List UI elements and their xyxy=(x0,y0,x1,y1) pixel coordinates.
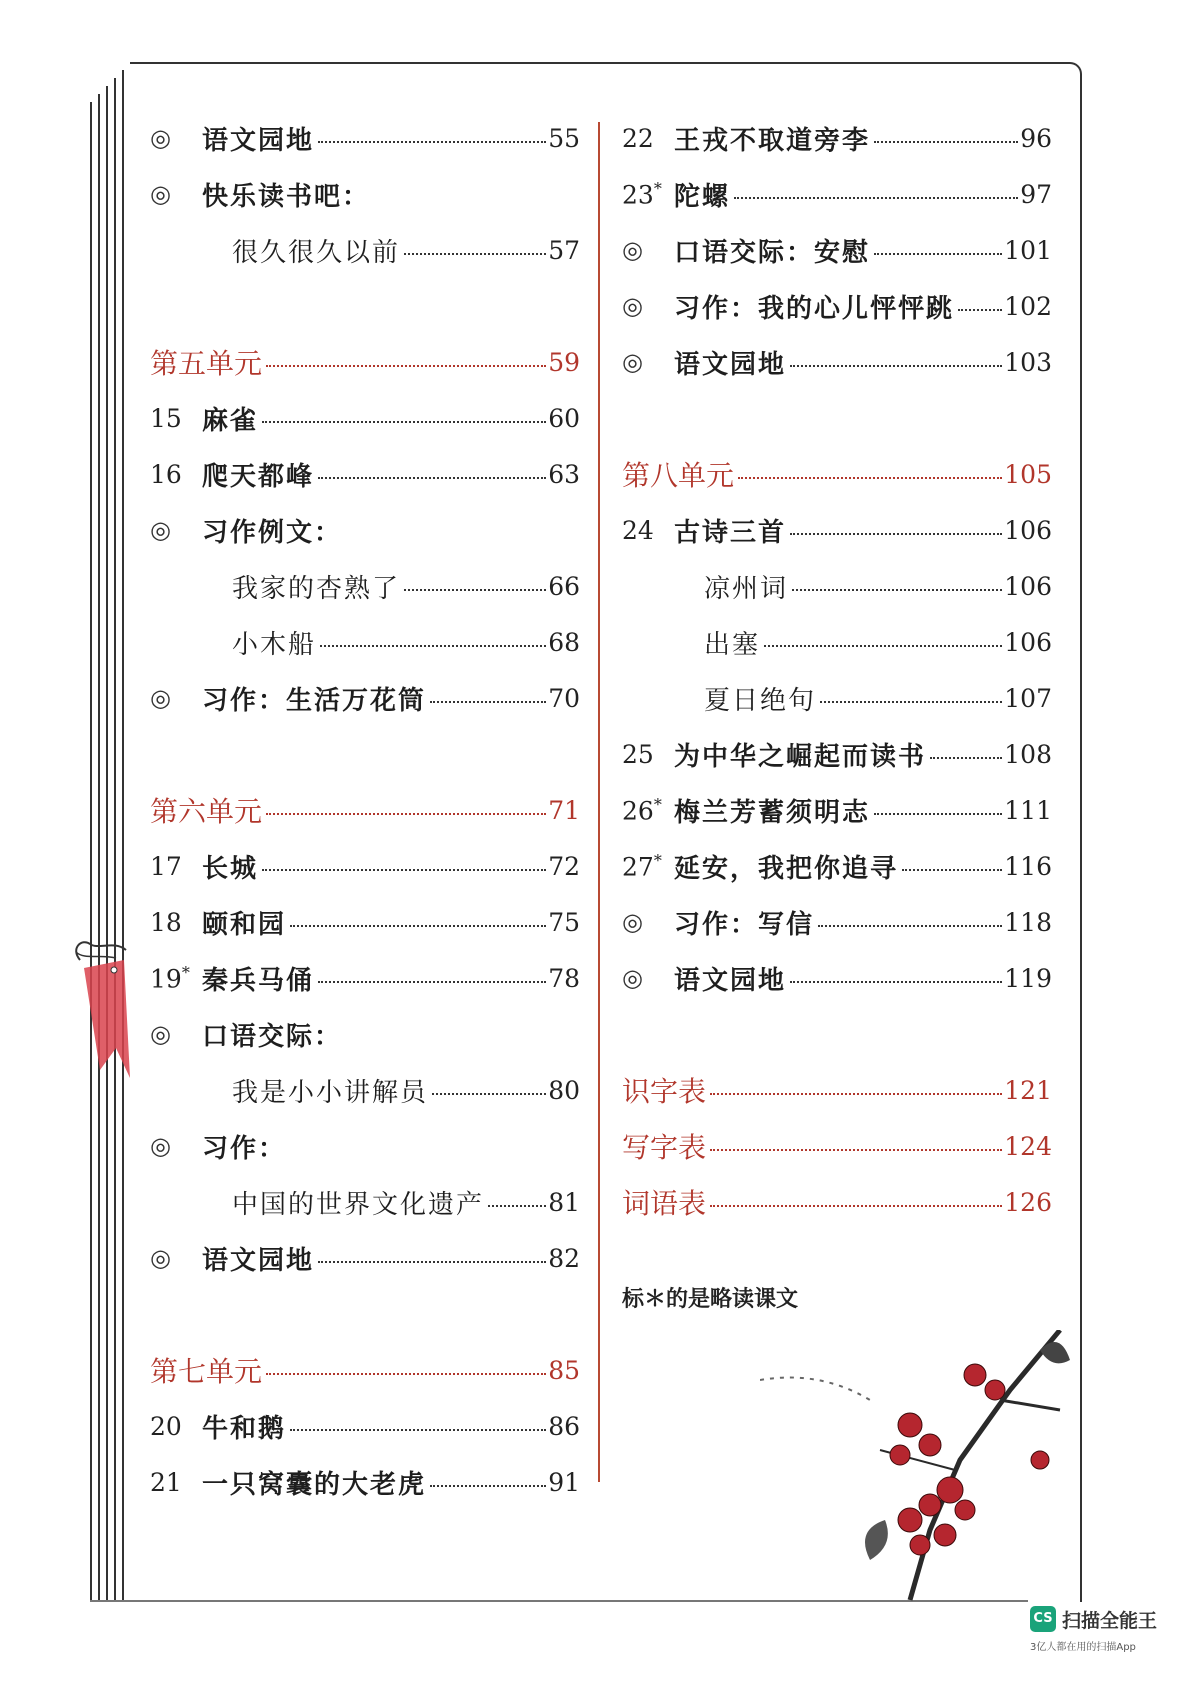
dot-leader xyxy=(266,813,546,815)
dot-leader xyxy=(432,1093,546,1095)
page-number: 111 xyxy=(1004,795,1052,825)
toc-entry xyxy=(622,782,1052,838)
toc-entry xyxy=(622,110,1052,166)
dot-leader xyxy=(320,645,546,647)
dot-leader xyxy=(874,253,1002,255)
entry-title: 中国的世界文化遗产 xyxy=(232,1189,485,1220)
toc-unit-heading xyxy=(622,1174,1052,1230)
toc-entry xyxy=(150,1062,580,1118)
dot-leader xyxy=(318,477,546,479)
toc-unit-heading xyxy=(622,1062,1052,1118)
page-number: 78 xyxy=(548,963,580,993)
dot-leader xyxy=(818,925,1002,927)
entry-title: 很久很久以前 xyxy=(232,237,401,268)
lesson-number: 18 xyxy=(150,907,182,937)
page-number: 85 xyxy=(548,1355,580,1385)
page-number: 101 xyxy=(1004,235,1052,265)
dot-leader xyxy=(266,1373,546,1375)
dot-leader xyxy=(874,813,1002,815)
page-number: 106 xyxy=(1004,571,1052,601)
toc-entry xyxy=(622,558,1052,614)
lesson-number: 17 xyxy=(150,851,182,881)
entry-title: 凉州词 xyxy=(704,573,789,604)
watermark-tagline: 3亿人都在用的扫描App xyxy=(1030,1642,1136,1653)
dot-leader xyxy=(790,533,1002,535)
dot-leader xyxy=(710,1205,1002,1207)
page-number: 68 xyxy=(548,627,580,657)
entry-title: 我家的杏熟了 xyxy=(232,573,401,604)
spine-line xyxy=(98,94,100,1602)
toc-entry xyxy=(622,894,1052,950)
toc-entry xyxy=(622,726,1052,782)
toc-entry xyxy=(150,390,580,446)
page-number: 116 xyxy=(1004,851,1052,881)
watermark-name: 扫描全能王 xyxy=(1062,1610,1158,1632)
double-circle-icon: ◎ xyxy=(622,292,643,320)
dot-leader xyxy=(262,421,546,423)
toc-entry xyxy=(150,110,580,166)
lesson-number: 24 xyxy=(622,515,654,545)
entry-title: 语文园地 xyxy=(202,1245,315,1276)
page-number: 103 xyxy=(1004,347,1052,377)
entry-title: 小木船 xyxy=(232,629,317,660)
double-circle-icon: ◎ xyxy=(622,964,643,992)
lesson-number: 26* xyxy=(622,794,662,826)
entry-title: 牛和鹅 xyxy=(202,1413,287,1444)
toc-entry xyxy=(622,166,1052,222)
column-divider xyxy=(598,122,600,1482)
page-number: 81 xyxy=(548,1187,580,1217)
lesson-number: 16 xyxy=(150,459,182,489)
toc-entry xyxy=(150,446,580,502)
bookmark-ribbon-icon xyxy=(70,930,140,1080)
dot-leader xyxy=(930,757,1002,759)
dot-leader xyxy=(790,365,1002,367)
double-circle-icon: ◎ xyxy=(150,1132,171,1160)
dot-leader xyxy=(902,869,1002,871)
dot-leader xyxy=(710,1149,1002,1151)
entry-title: 王戎不取道旁李 xyxy=(674,125,871,156)
lesson-number: 20 xyxy=(150,1411,182,1441)
toc-left-column xyxy=(150,110,580,1510)
entry-title: 习作：我的心儿怦怦跳 xyxy=(674,293,955,324)
page-number: 126 xyxy=(1004,1187,1052,1217)
skim-reading-star: * xyxy=(653,178,662,198)
toc-entry xyxy=(150,950,580,1006)
lesson-number: 21 xyxy=(150,1467,182,1497)
dot-leader xyxy=(430,1485,546,1487)
dot-leader xyxy=(262,869,546,871)
entry-title: 秦兵马俑 xyxy=(202,965,315,996)
page-number: 102 xyxy=(1004,291,1052,321)
entry-title: 语文园地 xyxy=(674,965,787,996)
lesson-number: 15 xyxy=(150,403,182,433)
page-number: 59 xyxy=(548,347,580,377)
toc-entry xyxy=(150,1174,580,1230)
spine-line xyxy=(122,70,124,1602)
camscanner-logo-icon: CS xyxy=(1030,1606,1056,1632)
entry-title: 第六单元 xyxy=(150,795,263,828)
page-number: 97 xyxy=(1020,179,1052,209)
page-number: 55 xyxy=(548,123,580,153)
dot-leader xyxy=(318,1261,546,1263)
toc-entry xyxy=(622,334,1052,390)
toc-entry xyxy=(150,670,580,726)
toc-entry xyxy=(150,222,580,278)
page-number: 71 xyxy=(548,795,580,825)
lesson-number: 27* xyxy=(622,850,662,882)
entry-title: 长城 xyxy=(202,853,259,884)
toc-unit-heading xyxy=(622,446,1052,502)
toc-unit-heading xyxy=(150,1342,580,1398)
toc-entry xyxy=(150,166,580,222)
page-number: 108 xyxy=(1004,739,1052,769)
dot-leader xyxy=(734,197,1018,199)
entry-title: 梅兰芳蓄须明志 xyxy=(674,797,871,828)
page-number: 107 xyxy=(1004,683,1052,713)
page-number: 70 xyxy=(548,683,580,713)
entry-title: 延安，我把你追寻 xyxy=(674,853,899,884)
page-number: 57 xyxy=(548,235,580,265)
entry-title: 语文园地 xyxy=(674,349,787,380)
lesson-number: 19* xyxy=(150,962,190,994)
skim-reading-star: * xyxy=(181,962,190,982)
entry-title: 习作：写信 xyxy=(674,909,815,940)
dot-leader xyxy=(764,645,1002,647)
entry-title: 写字表 xyxy=(622,1131,707,1164)
page-number: 80 xyxy=(548,1075,580,1105)
entry-title: 习作例文： xyxy=(202,517,343,548)
entry-title: 识字表 xyxy=(622,1075,707,1108)
page-number: 121 xyxy=(1004,1075,1052,1105)
double-circle-icon: ◎ xyxy=(150,1244,171,1272)
dot-leader xyxy=(820,701,1002,703)
toc-entry xyxy=(150,614,580,670)
toc-entry xyxy=(150,1230,580,1286)
toc-entry xyxy=(622,278,1052,334)
toc-entry xyxy=(622,950,1052,1006)
dot-leader xyxy=(404,253,546,255)
entry-title: 习作：生活万花筒 xyxy=(202,685,427,716)
toc-unit-heading xyxy=(622,1118,1052,1174)
toc-unit-heading xyxy=(150,334,580,390)
footnote: 标＊的是略读课文 xyxy=(622,1286,799,1312)
toc-entry xyxy=(622,502,1052,558)
lesson-number: 22 xyxy=(622,123,654,153)
toc-entry xyxy=(150,1454,580,1510)
double-circle-icon: ◎ xyxy=(150,684,171,712)
dot-leader xyxy=(958,309,1002,311)
toc-entry xyxy=(150,1006,580,1062)
toc-entry xyxy=(622,670,1052,726)
entry-title: 一只窝囊的大老虎 xyxy=(202,1469,427,1500)
entry-title: 为中华之崛起而读书 xyxy=(674,741,927,772)
double-circle-icon: ◎ xyxy=(150,124,171,152)
toc-entry xyxy=(622,614,1052,670)
double-circle-icon: ◎ xyxy=(150,1020,171,1048)
dot-leader xyxy=(318,981,546,983)
entry-title: 古诗三首 xyxy=(674,517,787,548)
dot-leader xyxy=(266,365,546,367)
page-number: 82 xyxy=(548,1243,580,1273)
toc-entry xyxy=(150,502,580,558)
page-number: 118 xyxy=(1004,907,1052,937)
entry-title: 快乐读书吧： xyxy=(202,181,371,212)
page-number: 60 xyxy=(548,403,580,433)
spine-line xyxy=(114,78,116,1602)
cherry-branch-illustration xyxy=(760,1330,1090,1610)
toc-right-column xyxy=(622,110,1052,1230)
double-circle-icon: ◎ xyxy=(622,908,643,936)
entry-title: 陀螺 xyxy=(674,181,731,212)
dot-leader xyxy=(488,1205,546,1207)
double-circle-icon: ◎ xyxy=(150,180,171,208)
toc-entry xyxy=(150,1398,580,1454)
entry-title: 词语表 xyxy=(622,1187,707,1220)
entry-title: 习作： xyxy=(202,1133,287,1164)
toc-entry xyxy=(150,838,580,894)
dot-leader xyxy=(874,141,1018,143)
dot-leader xyxy=(430,701,546,703)
page-number: 124 xyxy=(1004,1131,1052,1161)
page-number: 119 xyxy=(1004,963,1052,993)
lesson-number: 23* xyxy=(622,178,662,210)
dot-leader xyxy=(790,981,1002,983)
skim-reading-star: * xyxy=(653,794,662,814)
page-number: 96 xyxy=(1020,123,1052,153)
dot-leader xyxy=(290,925,546,927)
dot-leader xyxy=(290,1429,546,1431)
entry-title: 出塞 xyxy=(704,629,761,660)
dot-leader xyxy=(710,1093,1002,1095)
entry-title: 颐和园 xyxy=(202,909,287,940)
scanner-watermark xyxy=(1030,1606,1180,1676)
double-circle-icon: ◎ xyxy=(150,516,171,544)
entry-title: 麻雀 xyxy=(202,405,259,436)
entry-title: 第七单元 xyxy=(150,1355,263,1388)
page-number: 63 xyxy=(548,459,580,489)
entry-title: 爬天都峰 xyxy=(202,461,315,492)
double-circle-icon: ◎ xyxy=(622,348,643,376)
page-number: 106 xyxy=(1004,627,1052,657)
toc-entry xyxy=(622,838,1052,894)
toc-entry xyxy=(150,894,580,950)
entry-title: 第八单元 xyxy=(622,459,735,492)
spine-line xyxy=(90,102,92,1602)
page-number: 86 xyxy=(548,1411,580,1441)
toc-entry xyxy=(622,222,1052,278)
toc-entry xyxy=(150,558,580,614)
lesson-number: 25 xyxy=(622,739,654,769)
dot-leader xyxy=(738,477,1002,479)
entry-title: 第五单元 xyxy=(150,347,263,380)
spine-line xyxy=(106,86,108,1602)
double-circle-icon: ◎ xyxy=(622,236,643,264)
entry-title: 语文园地 xyxy=(202,125,315,156)
dot-leader xyxy=(318,141,546,143)
toc-entry xyxy=(150,1118,580,1174)
toc-unit-heading xyxy=(150,782,580,838)
dot-leader xyxy=(404,589,546,591)
dot-leader xyxy=(792,589,1002,591)
entry-title: 口语交际： xyxy=(202,1021,343,1052)
entry-title: 口语交际：安慰 xyxy=(674,237,871,268)
entry-title: 夏日绝句 xyxy=(704,685,817,716)
page-number: 91 xyxy=(548,1467,580,1497)
page-number: 72 xyxy=(548,851,580,881)
skim-reading-star: * xyxy=(653,850,662,870)
entry-title: 我是小小讲解员 xyxy=(232,1077,429,1108)
page-number: 105 xyxy=(1004,459,1052,489)
page-number: 66 xyxy=(548,571,580,601)
page-number: 106 xyxy=(1004,515,1052,545)
page-number: 75 xyxy=(548,907,580,937)
